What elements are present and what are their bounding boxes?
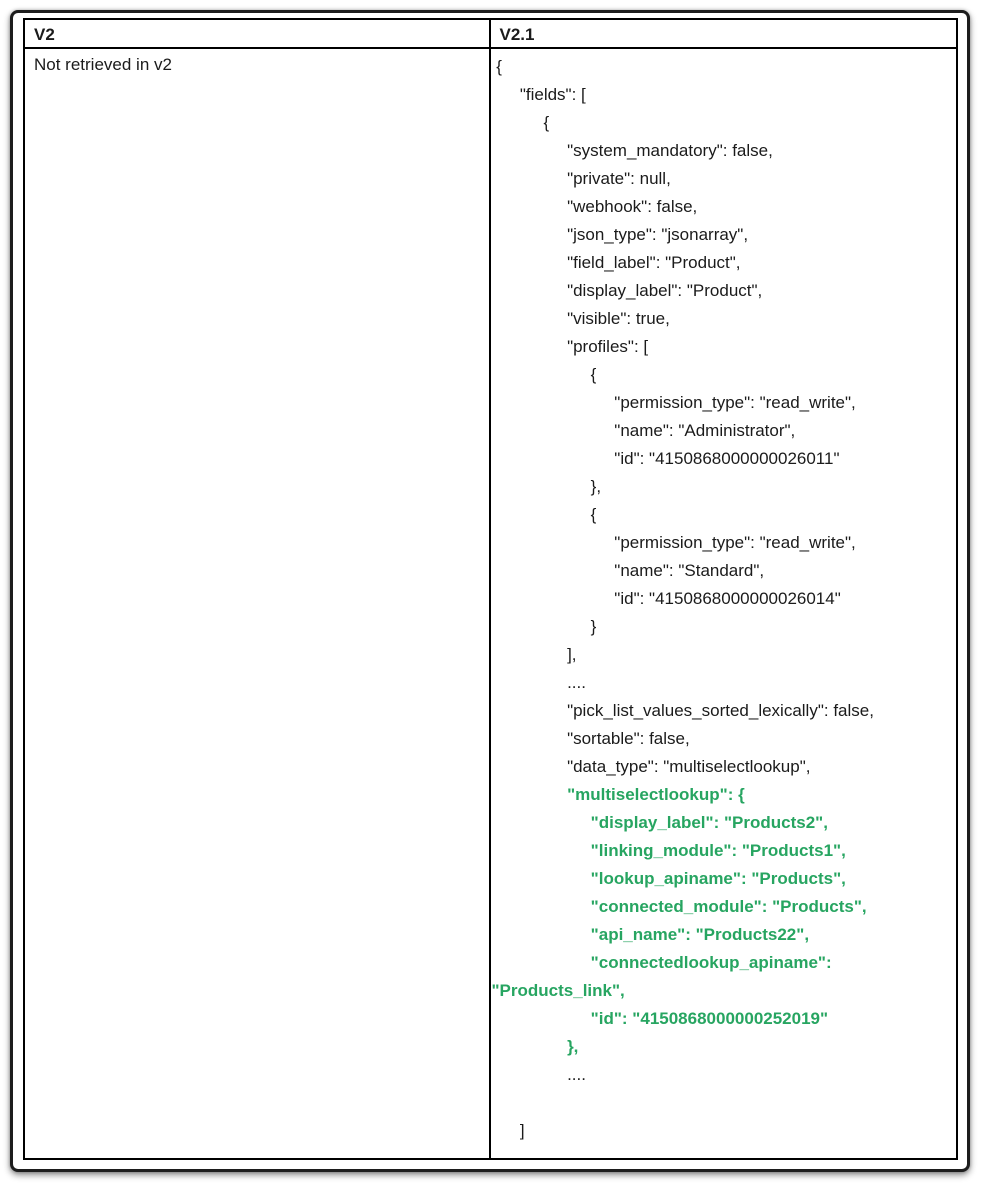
column-header-v2-label: V2 <box>34 25 55 44</box>
screenshot-frame <box>10 10 970 1172</box>
code-line: "json_type": "jsonarray", <box>491 225 749 244</box>
v2-cell <box>25 49 491 1158</box>
code-line <box>492 1089 957 1117</box>
code-line: "display_label": "Product", <box>491 281 763 300</box>
column-header-v2-1 <box>491 20 957 49</box>
code-line: "visible": true, <box>491 309 670 328</box>
json-code <box>491 52 957 1145</box>
code-line: "connectedlookup_apiname": <box>491 953 832 972</box>
code-line: "field_label": "Product", <box>491 253 741 272</box>
code-line: "private": null, <box>491 169 671 188</box>
code-line: "permission_type": "read_write", <box>491 533 856 552</box>
code-line: "id": "4150868000000252019" <box>491 1009 829 1028</box>
column-header-v2-1-label: V2.1 <box>499 25 535 44</box>
code-line: }, <box>491 477 602 496</box>
comparison-table <box>23 18 958 1160</box>
code-line: "api_name": "Products22", <box>491 925 810 944</box>
code-line: .... <box>491 1065 586 1084</box>
code-line: }, <box>491 1037 579 1056</box>
code-line: "linking_module": "Products1", <box>491 841 846 860</box>
code-line: "fields": [ <box>491 85 586 104</box>
code-line: .... <box>491 673 586 692</box>
v2-cell-text: Not retrieved in v2 <box>34 55 172 74</box>
code-line: "sortable": false, <box>491 729 690 748</box>
v2-1-cell <box>491 49 957 1158</box>
code-line: "multiselectlookup": { <box>491 785 745 804</box>
code-line: "permission_type": "read_write", <box>491 393 856 412</box>
column-header-v2 <box>25 20 491 49</box>
code-line: ] <box>491 1121 525 1140</box>
code-line: { <box>491 505 597 524</box>
code-line: { <box>491 113 550 132</box>
code-line: "webhook": false, <box>491 197 698 216</box>
code-line: "Products_link", <box>491 981 625 1000</box>
code-line: } <box>491 617 597 636</box>
code-line: { <box>491 365 597 384</box>
code-line: "connected_module": "Products", <box>491 897 867 916</box>
code-line: "name": "Administrator", <box>491 421 796 440</box>
code-line: "lookup_apiname": "Products", <box>491 869 846 888</box>
code-line: "data_type": "multiselectlookup", <box>491 757 811 776</box>
code-line: "display_label": "Products2", <box>491 813 828 832</box>
code-line: "system_mandatory": false, <box>491 141 773 160</box>
code-line: "id": "4150868000000026014" <box>491 589 841 608</box>
code-line: { <box>491 57 502 76</box>
code-line: "name": "Standard", <box>491 561 765 580</box>
code-line: "pick_list_values_sorted_lexically": false, <box>491 701 874 720</box>
code-line: ], <box>491 645 577 664</box>
code-line: "profiles": [ <box>491 337 649 356</box>
code-line: "id": "4150868000000026011" <box>491 449 840 468</box>
